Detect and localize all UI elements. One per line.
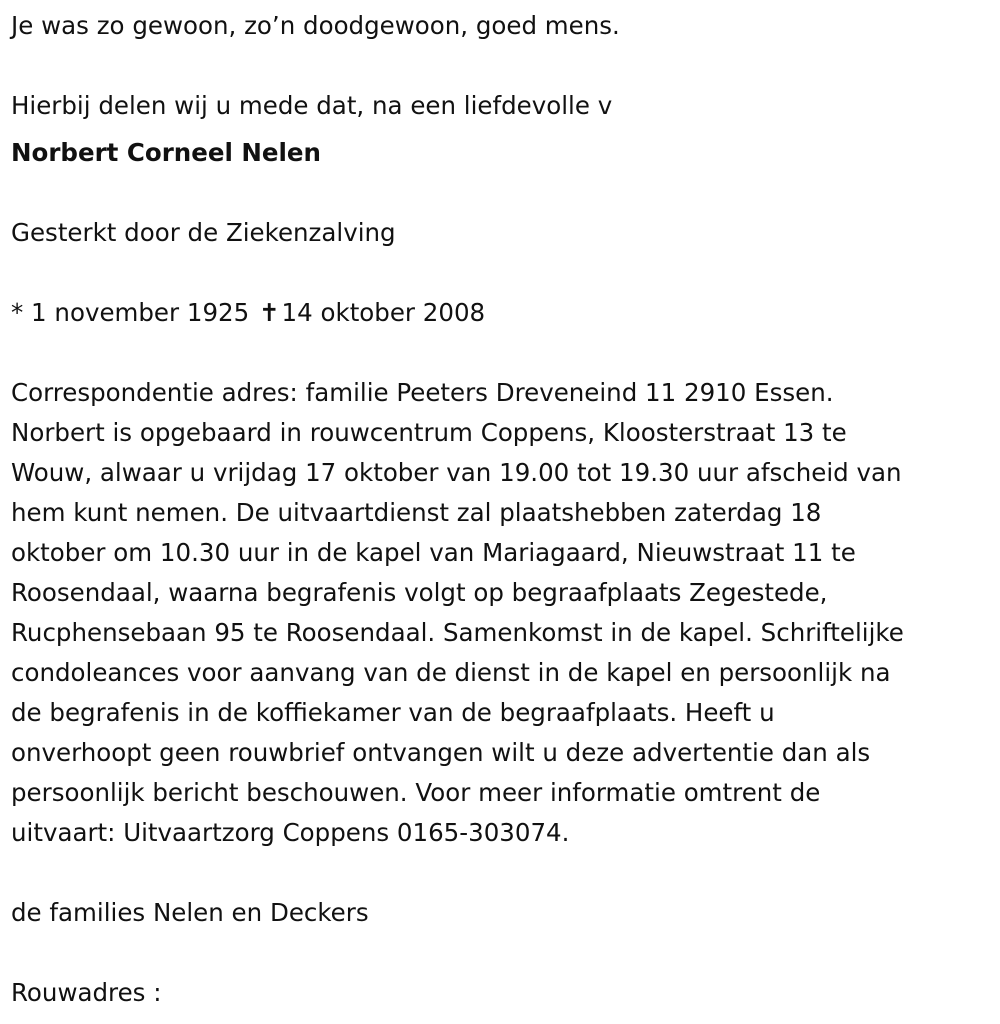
details-line: uitvaart: Uitvaartzorg Coppens 0165-303074. [11,818,570,847]
spacer [11,46,991,86]
details-line: oktober om 10.30 uur in de kapel van Mariagaard, Nieuwstraat 11 te [11,538,856,567]
sacrament-line: Gesterkt door de Ziekenzalving [11,218,396,247]
details-line: condoleances voor aanvang van de dienst in de kapel en persoonlijk na [11,658,891,687]
details-line: Rucphensebaan 95 te Roosendaal. Samenkomst in de kapel. Schriftelijke [11,618,904,647]
details-line: de begrafenis in de koffiekamer van de begraafplaats. Heeft u [11,698,775,727]
spacer [11,173,991,213]
death-date: 14 oktober 2008 [281,298,486,327]
details-line: Wouw, alwaar u vrijdag 17 oktober van 19.00 tot 19.30 uur afscheid van [11,458,902,487]
spacer [11,933,991,973]
details-line: hem kunt nemen. De uitvaartdienst zal plaatshebben zaterdag 18 [11,498,822,527]
birth-date: 1 november 1925 [31,298,250,327]
details-line: Norbert is opgebaard in rouwcentrum Coppens, Kloosterstraat 13 te [11,418,847,447]
funeral-details [11,373,991,853]
deceased-name: Norbert Corneel Nelen [11,138,321,167]
spacer [11,853,991,893]
mourning-address-label: Rouwadres : [11,978,162,1007]
details-line: Correspondentie adres: familie Peeters Dreveneind 11 2910 Essen. [11,378,834,407]
birth-marker: * [11,298,24,327]
cross-icon: ✝ [259,298,280,327]
details-line: Roosendaal, waarna begrafenis volgt op begraafplaats Zegestede, [11,578,828,607]
spacer [11,333,991,373]
life-dates [11,293,991,333]
families-signature: de families Nelen en Deckers [11,898,369,927]
opening-line: Je was zo gewoon, zo’n doodgewoon, goed mens. [11,11,620,40]
details-line: persoonlijk bericht beschouwen. Voor meer informatie omtrent de [11,778,821,807]
obituary-text [11,6,991,1013]
announcement-line: Hierbij delen wij u mede dat, na een liefdevolle v [11,91,613,120]
details-line: onverhoopt geen rouwbrief ontvangen wilt u deze advertentie dan als [11,738,871,767]
spacer [11,253,991,293]
